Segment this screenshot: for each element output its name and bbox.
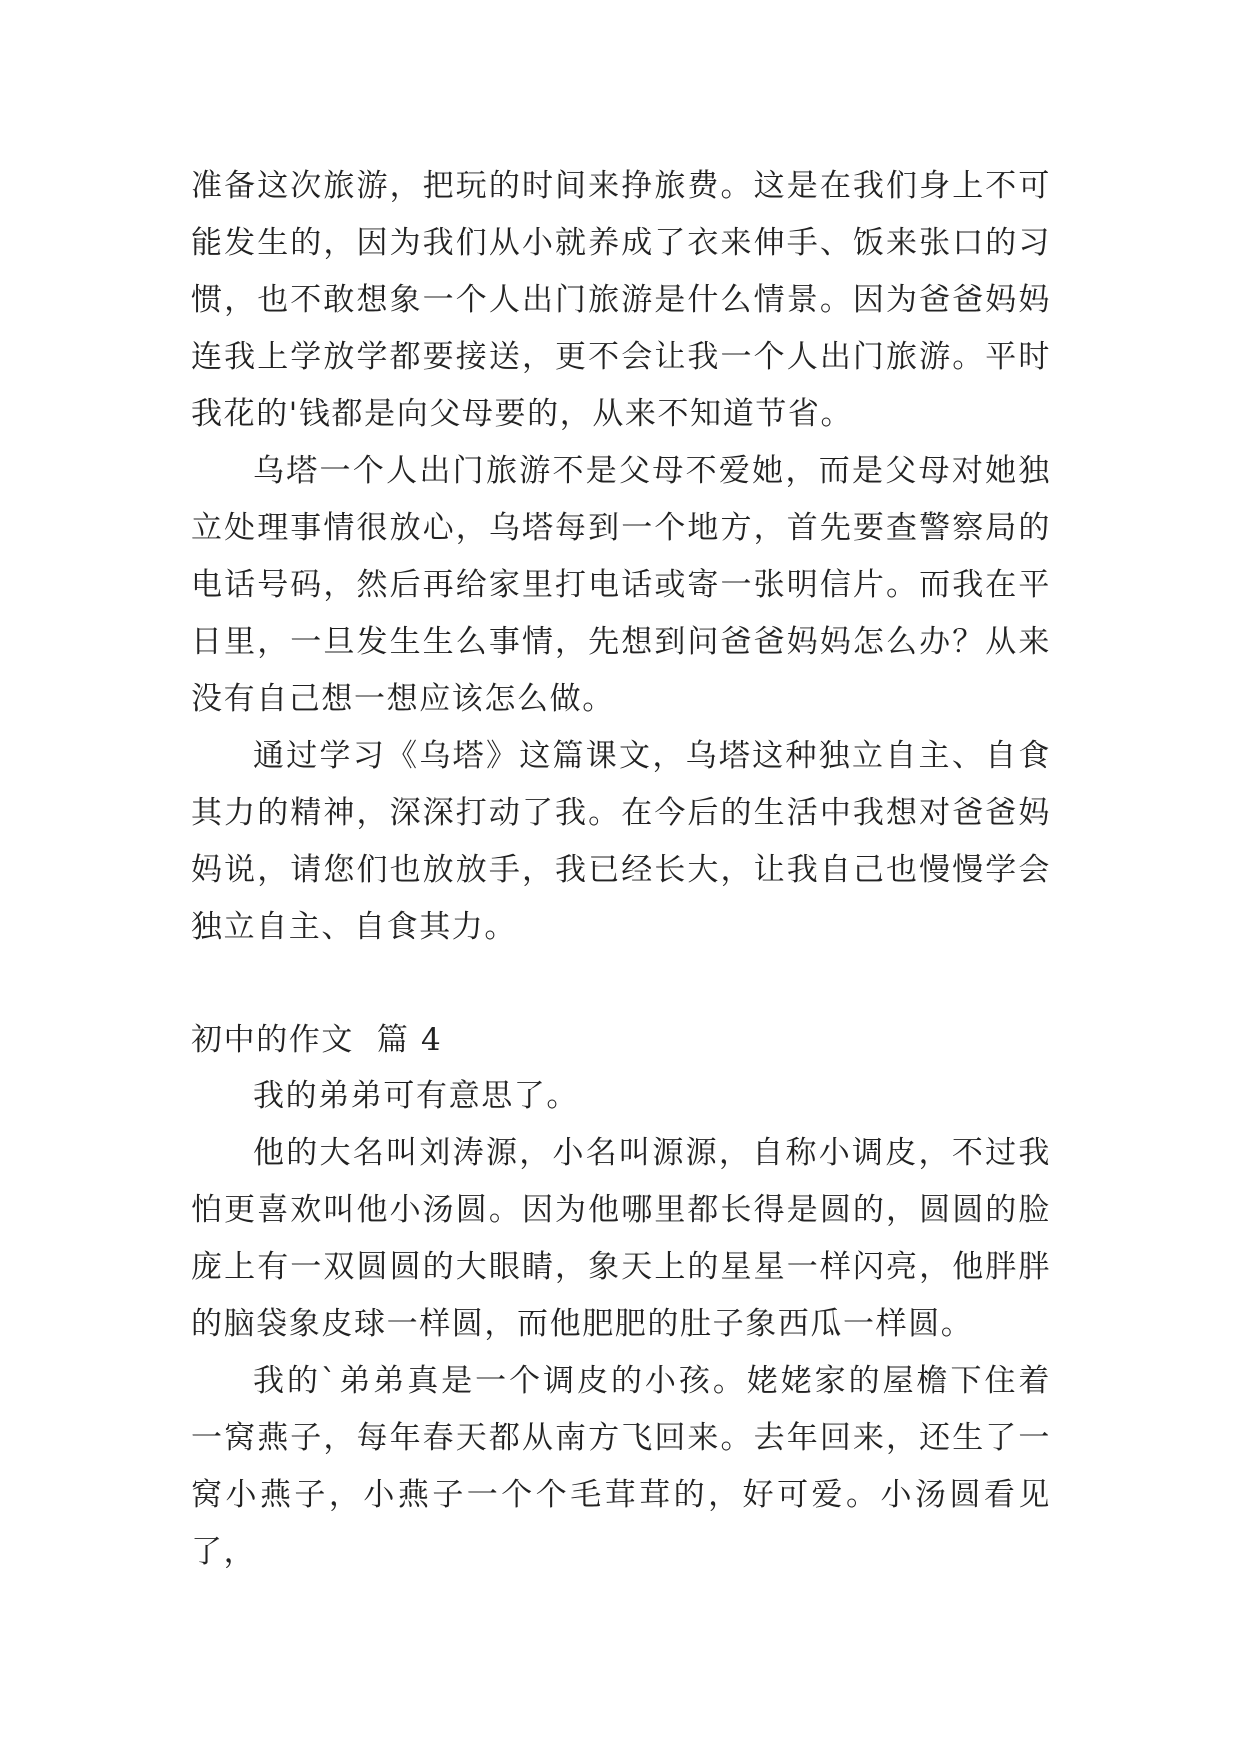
paragraph-1: 准备这次旅游，把玩的时间来挣旅费。这是在我们身上不可能发生的，因为我们从小就养成了衣来伸手、饭来张口的习惯，也不敢想象一个人出门旅游是什么情景。因为爸爸妈妈连我上学放学都要接送，更不会让我一个人出门旅游。平时我花的'钱都是向父母要的，从来不知道节省。 [191,168,1051,432]
section-heading: 初中的作文 篇 4 [191,1022,443,1058]
document-body [191,158,1051,1581]
paragraph-5: 他的大名叫刘涛源，小名叫源源，自称小调皮，不过我怕更喜欢叫他小汤圆。因为他哪里都长得是圆的，圆圆的脸庞上有一双圆圆的大眼睛，象天上的星星一样闪亮，他胖胖的脑袋象皮球一样圆，而他肥肥的肚子象西瓜一样圆。 [191,1135,1051,1342]
paragraph-3: 通过学习《乌塔》这篇课文，乌塔这种独立自主、自食其力的精神，深深打动了我。在今后的生活中我想对爸爸妈妈说，请您们也放放手，我已经长大，让我自己也慢慢学会独立自主、自食其力。 [191,738,1051,945]
paragraph-6: 我的`弟弟真是一个调皮的小孩。姥姥家的屋檐下住着一窝燕子，每年春天都从南方飞回来。去年回来，还生了一窝小燕子，小燕子一个个毛茸茸的，好可爱。小汤圆看见了， [191,1363,1051,1570]
paragraph-2: 乌塔一个人出门旅游不是父母不爱她，而是父母对她独立处理事情很放心，乌塔每到一个地方，首先要查警察局的电话号码，然后再给家里打电话或寄一张明信片。而我在平日里，一旦发生生么事情，先想到问爸爸妈妈怎么办？从来没有自己想一想应该怎么做。 [191,453,1051,717]
paragraph-4: 我的弟弟可有意思了。 [253,1078,579,1114]
